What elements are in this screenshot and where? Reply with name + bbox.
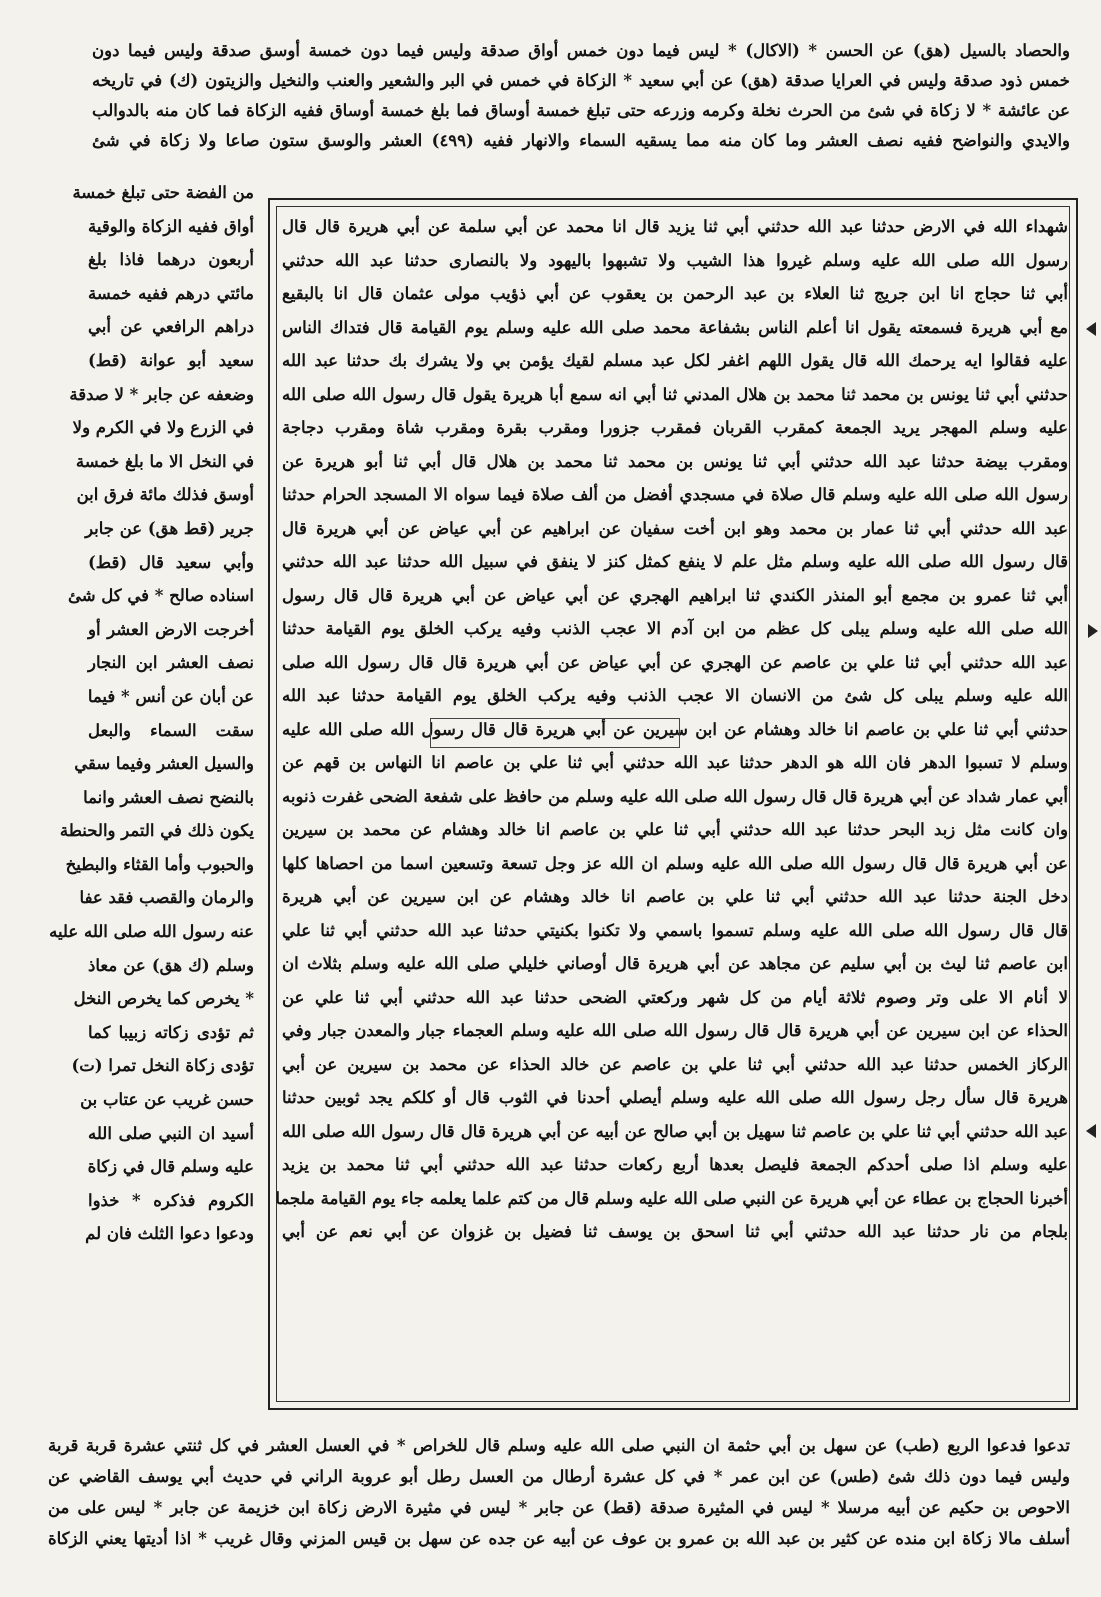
- side-line: عليه وسلم قال في زكاة: [87, 1157, 254, 1177]
- side-line: في النخل الا ما بلغ خمسة: [75, 451, 254, 471]
- bottom-line: تدعوا فدعوا الربع (طب) عن سهل بن أبي حثمة ان النبي صلى الله عليه وسلم قال للخراص * في العسل العشر في كل ثنتي عشرة قربة قربة: [48, 1436, 1070, 1455]
- main-line: الله صلى الله عليه وسلم يبلى كل عظم من ابن آدم الا عجب الذنب وفيه يركب الخلق يوم القيامة حدثنا: [282, 619, 1068, 638]
- side-line: من الفضة حتى تبلغ خمسة: [72, 183, 254, 202]
- top-text-block: [92, 36, 1070, 156]
- main-line: حدثني أبي ثنا يونس بن محمد ثنا محمد بن هلال المدني ثنا أبي انه سمع أبا هريرة يقول قال رسول الله صلى الله: [282, 384, 1068, 404]
- main-line: دخل الجنة حدثنا عبد الله حدثني أبي ثنا علي بن عاصم انا خالد وهشام عن ابن سيرين عن أبي هريرة: [282, 887, 1068, 906]
- side-line: أربعون درهما فاذا بلغ: [88, 250, 254, 270]
- side-line: أواق ففيه الزكاة والوقية: [88, 216, 254, 236]
- side-line: سقت السماء والبعل: [88, 720, 254, 740]
- bottom-line: أسلف مالا زكاة ابن منده عن كثير بن عبد الله بن عمرو بن عوف عن أبيه عن جده عن سهل بن قيس المزني وقال غريب * اذا أديتها يعني الزكاة: [48, 1529, 1070, 1548]
- side-line: والرمان والقصب فقد عفا: [79, 888, 254, 908]
- side-line: اسناده صالح * في كل شئ: [67, 586, 254, 606]
- main-line: الحذاء عن ابن سيرين عن أبي هريرة قال قال رسول الله صلى الله عليه وسلم العجماء جبار والمعدن جبار وفي: [282, 1021, 1068, 1040]
- side-line: عنه رسول الله صلى الله عليه: [49, 922, 254, 942]
- main-line: مع أبي هريرة فسمعته يقول انا أعلم الناس بشفاعة محمد صلى الله عليه وسلم يوم القيامة قال فتداك الناس: [282, 317, 1068, 337]
- side-line: مائتي درهم ففيه خمسة: [88, 283, 254, 303]
- bottom-line: الاحوص بن حكيم عن أبيه مرسلا * ليس في المثيرة صدقة (قط) عن جابر * ليس في مثيرة الارض زكاة ابن خزيمة عن جابر * ليس على من: [48, 1498, 1070, 1517]
- side-line: وأبي سعيد قال (قط): [88, 552, 254, 572]
- main-line: بلجام من نار حدثنا عبد الله حدثني أبي ثنا اسحق بن يوسف ثنا فضيل بن غزوان عن أبي نعم عن أبي: [282, 1222, 1068, 1241]
- main-line: الركاز الخمس حدثنا عبد الله حدثني أبي ثنا علي بن عاصم عن خالد الحذاء عن محمد بن سيرين عن أبي: [282, 1054, 1068, 1074]
- side-line: أوسق فذلك مائة فرق ابن: [76, 485, 254, 505]
- main-line: عبد الله حدثني أبي ثنا علي بن عاصم ثنا سهيل بن أبي صالح عن أبيه عن أبي هريرة قال قال رسول الله صلى الله: [282, 1121, 1068, 1141]
- side-line: الكروم فذكره * خذوا: [88, 1190, 254, 1210]
- main-line: أبي ثنا حجاج انا ابن جريج ثنا العلاء بن عبد الرحمن بن يعقوب عن أبي ذؤيب مولى عثمان قال انا بالبقيع: [282, 284, 1068, 303]
- side-line: في الزرع ولا في الكرم ولا: [72, 418, 254, 438]
- main-line: وان كانت مثل زبد البحر حدثنا عبد الله حدثني أبي ثنا علي بن عاصم انا خالد وهشام عن محمد بن سيرين: [282, 820, 1068, 839]
- bottom-line: وليس فيما دون ذلك شئ (طس) عن ابن عمر * في كل عشرة أرطال من العسل رطل أبو عروبة الراني في حديث أبي يوسف القاضي عن: [48, 1467, 1070, 1486]
- margin-arrow-icon: [1086, 1124, 1096, 1138]
- main-line: ابن عاصم ثنا ليث بن أبي سليم عن مجاهد عن أبي هريرة قال أوصاني خليلي صلى الله عليه وسلم بثلاث ان: [282, 954, 1068, 973]
- main-line: عليه وسلم المهجر يريد الجمعة كمقرب القربان فمقرب جزورا ومقرب بقرة ومقرب شاة ومقرب دجاجة: [282, 418, 1068, 437]
- main-line: حدثني أبي ثنا علي بن عاصم انا خالد وهشام عن ابن سيرين عن أبي هريرة قال قال رسول الله صلى الله عليه: [282, 719, 1068, 739]
- side-line: عن أبان عن أنس * فيما: [87, 686, 254, 706]
- margin-arrow-icon: [1088, 624, 1098, 638]
- main-line: ومقرب بيضة حدثنا عبد الله حدثني أبي ثنا يونس بن محمد ثنا محمد بن هلال قال أبي ثنا أبو هريرة عن: [282, 451, 1068, 471]
- main-line: شهداء الله في الارض حدثنا عبد الله حدثني أبي ثنا يزيد قال انا محمد عن أبي سلمة عن أبي هريرة قال قال: [282, 217, 1068, 236]
- side-line: وسلم (ك هق) عن معاذ: [88, 955, 254, 975]
- main-line: أخبرنا الحجاج بن عطاء عن أبي هريرة عن النبي صلى الله عليه وسلم قال من كتم علما يعلمه جاء يوم القيامة ملجما: [275, 1188, 1068, 1208]
- main-line: لا أنام الا على وتر وصوم ثلاثة أيام من كل شهر وركعتي الضحى حدثنا عبد الله حدثني أبي ثنا علي عن: [282, 987, 1068, 1007]
- main-line: عليه فقالوا ايه يرحمك الله قال يقول اللهم اغفر لكل عبد مسلم لقيك يؤمن بي ولا يشرك بك حدثنا عبد الله: [282, 351, 1068, 370]
- main-line: عبد الله حدثني أبي ثنا علي بن عاصم عن الهجري عن أبي عياض عن أبي هريرة قال قال رسول الله صلى: [282, 652, 1068, 672]
- side-line: ثم تؤدى زكاته زبيبا كما: [88, 1022, 254, 1042]
- side-line: جرير (قط هق) عن جابر: [85, 518, 254, 538]
- side-line: أسيد ان النبي صلى الله: [88, 1123, 254, 1143]
- main-line: قال قال رسول الله صلى الله عليه وسلم تسموا باسمي ولا تكنوا بكنيتي حدثنا عبد الله حدثني أبي ثنا علي: [282, 920, 1068, 940]
- side-line: يكون ذلك في التمر والحنطة: [59, 821, 254, 841]
- side-line: تؤدى زكاة النخل تمرا (ت): [71, 1056, 254, 1076]
- margin-arrow-icon: [1086, 322, 1096, 336]
- highlight-box: [430, 718, 680, 748]
- top-line: خمس ذود صدقة وليس في العرايا صدقة (هق) عن أبي سعيد * الزكاة في خمس في البر والشعير والعنب والنخيل والزيتون (ك) في تاريخه: [92, 71, 1070, 90]
- main-line: رسول الله صلى الله عليه وسلم قال صلاة في مسجدي أفضل من ألف صلاة فيما سواه الا المسجد الحرام حدثنا: [282, 485, 1068, 504]
- side-line: ودعوا دعوا الثلث فان لم: [85, 1224, 254, 1244]
- top-line: والحصاد بالسيل (هق) عن الحسن * (الاكال) * ليس فيما دون خمس أواق صدقة وليس فيما دون خمسة أوسق صدقة وليس فيما دون: [92, 41, 1070, 60]
- side-line: دراهم الرافعي عن أبي: [88, 317, 254, 337]
- side-line: وضعفه عن جابر * لا صدقة: [69, 384, 254, 404]
- side-line: والحبوب وأما القثاء والبطيخ: [65, 854, 254, 874]
- side-commentary-block: [49, 176, 254, 1251]
- main-line: عبد الله حدثني أبي ثنا عمار بن محمد وهو ابن أخت سفيان عن ابراهيم عن أبي عياض عن أبي هريرة قال: [282, 518, 1068, 538]
- main-line: هريرة قال سأل رجل رسول الله صلى الله عليه وسلم أيصلي أحدنا في الثوب قال أو كلكم يجد ثوبين حدثنا: [282, 1088, 1068, 1107]
- main-line: وسلم لا تسبوا الدهر فان الله هو الدهر حدثنا عبد الله حدثني أبي ثنا علي بن عاصم انا النهاس بن قهم عن: [282, 753, 1069, 772]
- side-line: * يخرص كما يخرص النخل: [73, 989, 254, 1009]
- side-line: والسيل العشر وفيما سقي: [74, 754, 254, 774]
- main-line: قال رسول الله صلى الله عليه وسلم مثل علم لا ينفع كمثل كنز لا ينفق في سبيل الله حدثنا عبد الله حدثني: [282, 552, 1068, 571]
- bottom-text-block: [48, 1430, 1070, 1554]
- main-line: رسول الله صلى الله عليه وسلم غيروا هذا الشيب ولا تشبهوا باليهود ولا بالنصارى حدثنا عبد الله حدثني: [282, 250, 1068, 270]
- main-line: عن أبي هريرة قال قال رسول الله صلى الله عليه وسلم ان الله عز وجل تسعة وتسعين اسما من احصاها كلها: [282, 853, 1068, 873]
- side-line: أخرجت الارض العشر أو: [88, 619, 254, 639]
- side-line: حسن غريب عن عتاب بن: [80, 1090, 254, 1110]
- top-line: عن عائشة * لا زكاة في شئ من الحرث نخلة وكرمه وزرعه حتى تبلغ خمسة أوساق فما بلغ خمسة أوساق ففيه الزكاة فما كان منه بالدوالب: [92, 101, 1070, 120]
- main-line: عليه وسلم اذا صلى أحدكم الجمعة فليصل بعدها أربع ركعات حدثنا عبد الله حدثني أبي ثنا محمد بن يزيد: [282, 1155, 1068, 1174]
- side-line: نصف العشر ابن النجار: [88, 653, 254, 673]
- main-line: الله عليه وسلم يبلى كل شئ من الانسان الا عجب الذنب وفيه يركب الخلق يوم القيامة حدثنا عبد الله: [282, 686, 1068, 705]
- side-line: بالنضح نصف العشر وانما: [83, 787, 254, 807]
- main-line: أبي عمار شداد عن أبي هريرة قال قال رسول الله صلى الله عليه وسلم من حافظ على شفعة الضحى غفرت ذنوبه: [282, 786, 1068, 806]
- top-line: والايدي والنواضح ففيه نصف العشر وما كان منه مما يسقيه السماء والانهار ففيه (٤٩٩) العشر والوسق ستون صاعا ولا زكاة في شئ: [92, 131, 1071, 150]
- main-line: أبي ثنا عمرو بن مجمع أبو المنذر الكندي ثنا ابراهيم الهجري عن أبي عياض عن أبي هريرة قال قال رسول: [282, 585, 1068, 605]
- side-line: سعيد أبو عوانة (قط): [88, 350, 254, 370]
